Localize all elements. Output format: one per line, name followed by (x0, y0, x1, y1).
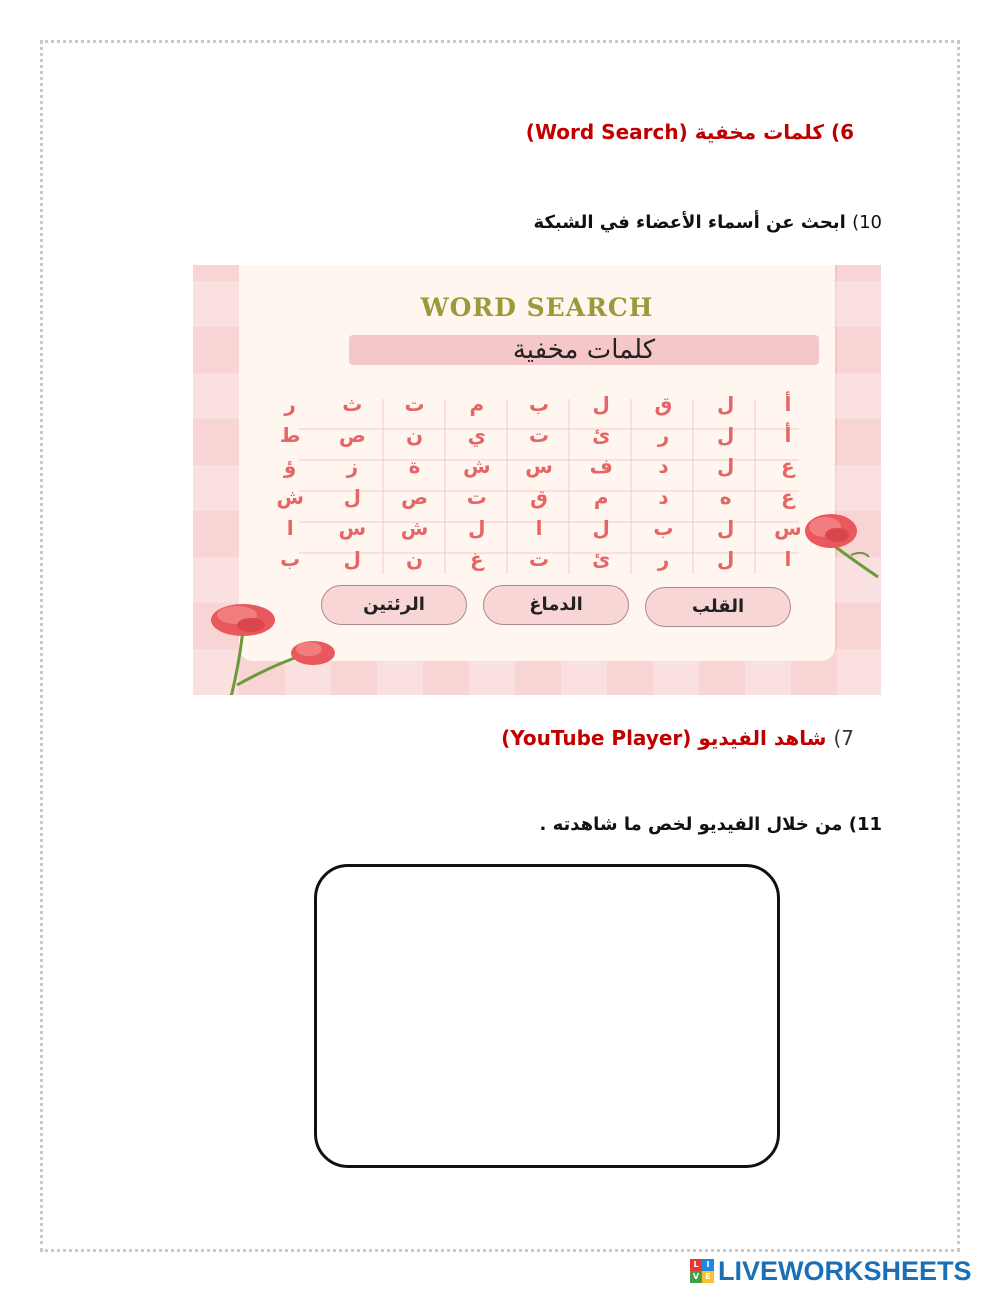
section-6-heading (526, 120, 854, 144)
grid-row (259, 451, 819, 482)
grid-cell[interactable]: ل (716, 516, 735, 540)
grid-cell[interactable]: ر (657, 423, 670, 447)
grid-cell[interactable]: ل (716, 454, 735, 478)
grid-cell[interactable]: ا (286, 516, 294, 540)
liveworksheets-logo (690, 1256, 972, 1286)
grid-cell[interactable]: ص (401, 485, 429, 509)
grid-cell[interactable]: ة (408, 454, 421, 478)
grid-row (259, 482, 819, 513)
grid-cell[interactable]: ز (346, 454, 359, 478)
grid-cell[interactable]: ل (716, 392, 735, 416)
grid-cell[interactable]: غ (469, 547, 484, 571)
logo-letter: E (702, 1271, 714, 1283)
grid-cell[interactable]: ث (342, 392, 363, 416)
grid-cell[interactable]: ا (535, 516, 543, 540)
grid-cell[interactable]: ل (343, 485, 362, 509)
grid-cell[interactable]: ل (468, 516, 486, 540)
grid-cell[interactable]: د (658, 485, 669, 509)
grid-cell[interactable]: ئ (592, 547, 611, 571)
grid-cell[interactable]: ط (279, 423, 301, 447)
grid-cell[interactable]: ف (589, 454, 613, 478)
logo-letter: V (690, 1271, 702, 1283)
section-7-number: 7) (833, 726, 854, 750)
grid-cell[interactable]: ئ (592, 423, 611, 447)
question-10 (534, 212, 882, 233)
grid-cell[interactable]: ش (462, 454, 491, 478)
grid-row (259, 420, 819, 451)
grid-cell[interactable]: ا (784, 547, 792, 571)
carnation-flower-icon (203, 595, 353, 695)
grid-cell[interactable]: ب (528, 392, 550, 416)
section-7-heading (501, 726, 854, 750)
grid-cell[interactable]: ل (592, 392, 610, 416)
grid-row (259, 389, 819, 420)
word-oval-lungs: الرئتين (321, 585, 467, 625)
question-11 (540, 814, 883, 835)
grid-cell[interactable]: ش (400, 516, 429, 540)
grid-cell[interactable]: ت (404, 392, 425, 416)
grid-cell[interactable]: ل (716, 423, 735, 447)
grid-cell[interactable]: ر (657, 547, 670, 571)
question-11-text: من خلال الفيديو لخص ما شاهدته . (539, 814, 843, 835)
question-10-number: 10) (852, 212, 882, 233)
grid-cell[interactable]: م (593, 485, 609, 509)
word-oval-brain: الدماغ (483, 585, 629, 625)
grid-cell[interactable]: س (525, 454, 553, 478)
grid-cell[interactable]: ل (592, 516, 610, 540)
grid-cell[interactable]: ق (530, 485, 548, 509)
grid-cell[interactable]: ن (406, 547, 424, 571)
word-oval-heart: القلب (645, 587, 791, 627)
grid-cell[interactable]: ص (338, 423, 366, 447)
question-10-text: ابحث عن أسماء الأعضاء في الشبكة (533, 212, 846, 233)
section-6-title: كلمات مخفية (Word Search) (525, 120, 824, 144)
grid-cell[interactable]: ر (284, 392, 296, 416)
grid-cell[interactable]: ت (466, 485, 487, 509)
word-search-title: WORD SEARCH (420, 293, 654, 322)
grid-cell[interactable]: ش (276, 485, 304, 509)
grid-cell[interactable]: أ (784, 392, 792, 416)
word-search-banner: كلمات مخفية (349, 335, 819, 365)
section-6-number: 6) (830, 120, 854, 144)
grid-cell[interactable]: ق (654, 392, 673, 416)
grid-cell[interactable]: ي (467, 423, 486, 447)
question-11-number: 11) (848, 814, 882, 835)
grid-cell[interactable]: ت (528, 423, 550, 447)
grid-cell[interactable]: س (774, 516, 802, 540)
section-7-title: شاهد الفيديو (YouTube Player) (501, 726, 827, 750)
grid-cell[interactable]: س (338, 516, 367, 540)
logo-letter: I (702, 1259, 714, 1271)
logo-letter: L (690, 1259, 702, 1271)
grid-row (259, 513, 819, 544)
grid-cell[interactable]: ل (343, 547, 362, 571)
answer-text-box[interactable] (314, 864, 780, 1168)
grid-row (259, 544, 819, 575)
grid-cell[interactable]: ب (653, 516, 674, 540)
liveworksheets-brand-text: LIVEWORKSHEETS (718, 1255, 972, 1286)
grid-cell[interactable]: م (469, 392, 485, 416)
grid-cell[interactable]: ن (406, 423, 424, 447)
letter-grid[interactable] (259, 389, 819, 579)
grid-cell[interactable]: ت (528, 547, 550, 571)
grid-cell[interactable]: ؤ (283, 454, 297, 478)
grid-cell[interactable]: ب (280, 547, 301, 571)
grid-cell[interactable]: ه (719, 485, 732, 509)
grid-cell[interactable]: ل (716, 547, 735, 571)
liveworksheets-logo-icon (690, 1259, 714, 1283)
grid-cell[interactable]: ع (781, 454, 795, 478)
word-search-image (193, 265, 881, 695)
grid-cell[interactable]: د (658, 454, 669, 478)
grid-cell[interactable]: أ (784, 423, 792, 447)
grid-cell[interactable]: ع (781, 485, 795, 509)
carnation-flower-icon (793, 505, 881, 585)
